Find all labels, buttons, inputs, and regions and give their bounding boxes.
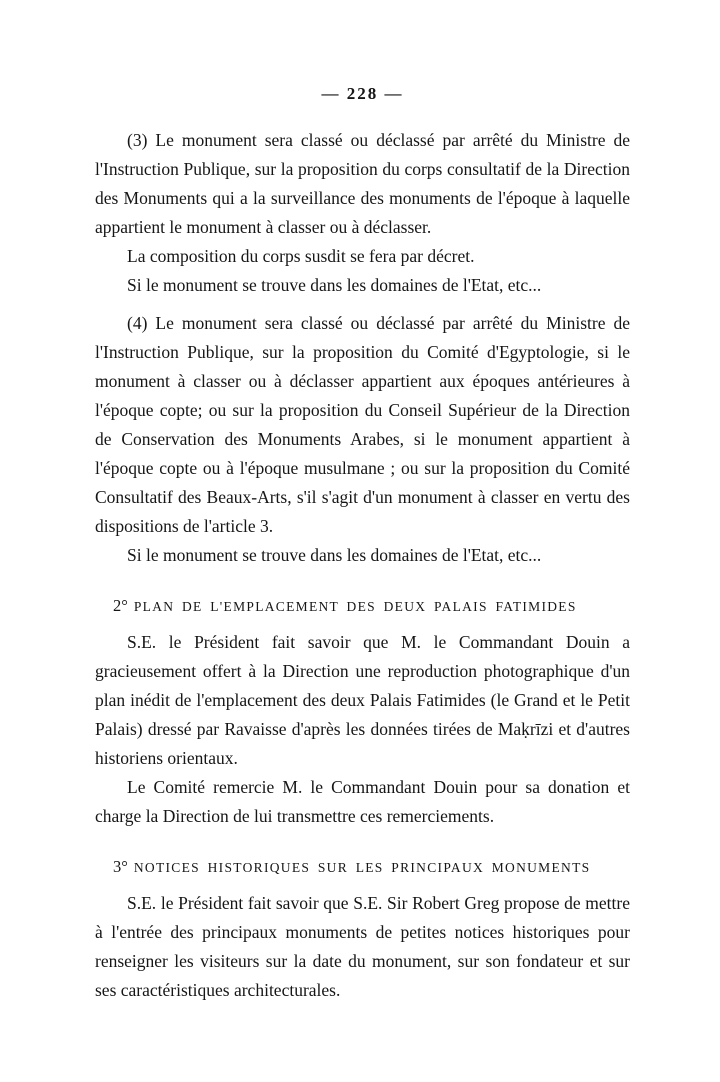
paragraph-plan-palais-fatimides: S.E. le Président fait savoir que M. le Commandant Douin a gracieusement offert à la Direction une reproduction photographique d'un plan inédit de l'emplacement des deux Palais Fatimides (le Grand et le Petit Palais) dressé par Ravaisse d'après les données tirées de Maḳrīzi et d'autres historiens orientaux. <box>95 632 630 768</box>
section-heading-3-number: 3° <box>113 857 128 876</box>
section-heading-2 <box>113 596 630 616</box>
paragraph-article-3: (3) Le monument sera classé ou déclassé par arrêté du Ministre de l'Instruction Publique, sur la proposition du corps consultatif de la Direction des Monuments qui a la surveillance des monuments de l'époque à laquelle appartient le monument à classer ou à déclasser. <box>95 130 630 237</box>
paragraph-article-4: (4) Le monument sera classé ou déclassé par arrêté du Ministre de l'Instruction Publique, sur la proposition du Comité d'Egyptologie, si le monument à classer ou à déclasser appartient aux époques antérieures à l'époque copte; ou sur la proposition du Conseil Supérieur de la Direction de Conservation des Monuments Arabes, si le monument appartient à l'époque copte ou à l'époque musulmane ; ou sur la proposition du Comité Consultatif des Beaux-Arts, s'il s'agit d'un monument à classer en vertu des dispositions de l'article 3. <box>95 313 630 536</box>
section-heading-3 <box>113 857 630 877</box>
paragraph-composition-decret: La composition du corps susdit se fera par décret. <box>127 246 475 266</box>
paragraph-notices-historiques: S.E. le Président fait savoir que S.E. Sir Robert Greg propose de mettre à l'entrée des principaux monuments de petites notices historiques pour renseigner les visiteurs sur la date du monument, sur son fondateur et sur ses caractéristiques architecturales. <box>95 893 630 1000</box>
section-heading-2-title: PLAN DE L'EMPLACEMENT DES DEUX PALAIS FATIMIDES <box>133 599 577 614</box>
paragraph-si-le-monument-1: Si le monument se trouve dans les domaines de l'Etat, etc... <box>127 275 542 295</box>
paragraph-si-le-monument-2: Si le monument se trouve dans les domaines de l'Etat, etc... <box>127 545 542 565</box>
section-heading-3-title: NOTICES HISTORIQUES SUR LES PRINCIPAUX MONUMENTS <box>133 860 591 875</box>
section-heading-2-number: 2° <box>113 596 128 615</box>
page-number: — 228 — <box>321 84 404 103</box>
paragraph-comite-remercie: Le Comité remercie M. le Commandant Douin pour sa donation et charge la Direction de lui transmettre ces remerciements. <box>95 777 630 826</box>
